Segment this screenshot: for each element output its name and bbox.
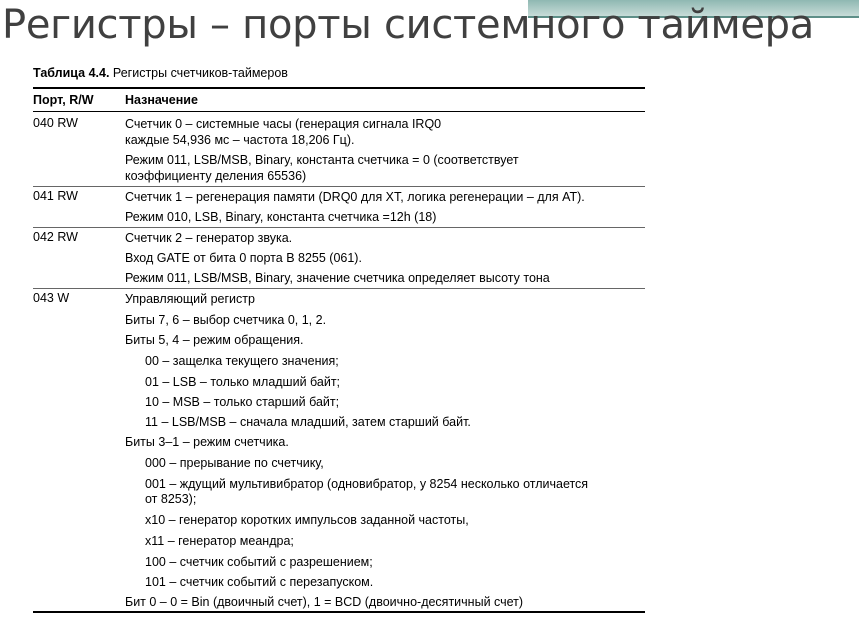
purpose-line: 00 – защелка текущего значения;: [145, 354, 339, 368]
purpose-line: Режим 011, LSB/MSB, Binary, значение счетчика определяет высоту тона: [125, 271, 550, 285]
purpose-line: x10 – генератор коротких импульсов заданной частоты,: [145, 513, 469, 527]
header-port: Порт, R/W: [33, 93, 94, 107]
table-top-rule: [33, 87, 645, 89]
purpose-line: 100 – счетчик событий с разрешением;: [145, 555, 373, 569]
purpose-line: Бит 0 – 0 = Bin (двоичный счет), 1 = BCD (двоично-десятичный счет): [125, 595, 524, 609]
purpose-line: коэффициенту деления 65536): [125, 169, 307, 183]
purpose-line: Счетчик 2 – генератор звука.: [125, 231, 293, 245]
purpose-line: 000 – прерывание по счетчику,: [145, 456, 324, 470]
port-cell: 042 RW: [33, 230, 78, 244]
purpose-line: Биты 3–1 – режим счетчика.: [125, 435, 289, 449]
purpose-line: от 8253);: [145, 492, 197, 506]
purpose-line: Режим 010, LSB, Binary, константа счетчика =12h (18): [125, 210, 437, 224]
purpose-line: 01 – LSB – только младший байт;: [145, 375, 341, 389]
purpose-line: Режим 011, LSB/MSB, Binary, константа счетчика = 0 (соответствует: [125, 153, 519, 167]
table-header-rule: [33, 111, 645, 112]
header-purpose: Назначение: [125, 93, 198, 107]
table-caption-number: Таблица 4.4.: [33, 66, 110, 80]
purpose-line: Биты 5, 4 – режим обращения.: [125, 333, 304, 347]
row-separator: [33, 186, 645, 187]
row-separator: [33, 288, 645, 289]
purpose-line: 10 – MSB – только старший байт;: [145, 395, 340, 409]
purpose-line: Управляющий регистр: [125, 292, 255, 306]
purpose-line: 11 – LSB/MSB – сначала младший, затем старший байт.: [145, 415, 471, 429]
row-separator: [33, 227, 645, 228]
table-caption: [33, 66, 288, 80]
purpose-line: 001 – ждущий мультивибратор (одновибратор, у 8254 несколько отличается: [145, 477, 589, 491]
purpose-line: каждые 54,936 мс – частота 18,206 Гц).: [125, 133, 355, 147]
table-bottom-rule: [33, 611, 645, 613]
purpose-line: Счетчик 1 – регенерация памяти (DRQ0 для XT, логика регенерации – для AT).: [125, 190, 585, 204]
purpose-line: 101 – счетчик событий с перезапуском.: [145, 575, 374, 589]
port-cell: 041 RW: [33, 189, 78, 203]
port-cell: 040 RW: [33, 116, 78, 130]
table-caption-text: Регистры счетчиков-таймеров: [109, 66, 288, 80]
purpose-line: Биты 7, 6 – выбор счетчика 0, 1, 2.: [125, 313, 327, 327]
port-cell: 043 W: [33, 291, 70, 305]
purpose-line: Вход GATE от бита 0 порта В 8255 (061).: [125, 251, 362, 265]
slide-title: Регистры – порты системного таймера: [2, 2, 814, 48]
purpose-line: Счетчик 0 – системные часы (генерация сигнала IRQ0: [125, 117, 442, 131]
purpose-line: x11 – генератор меандра;: [145, 534, 294, 548]
